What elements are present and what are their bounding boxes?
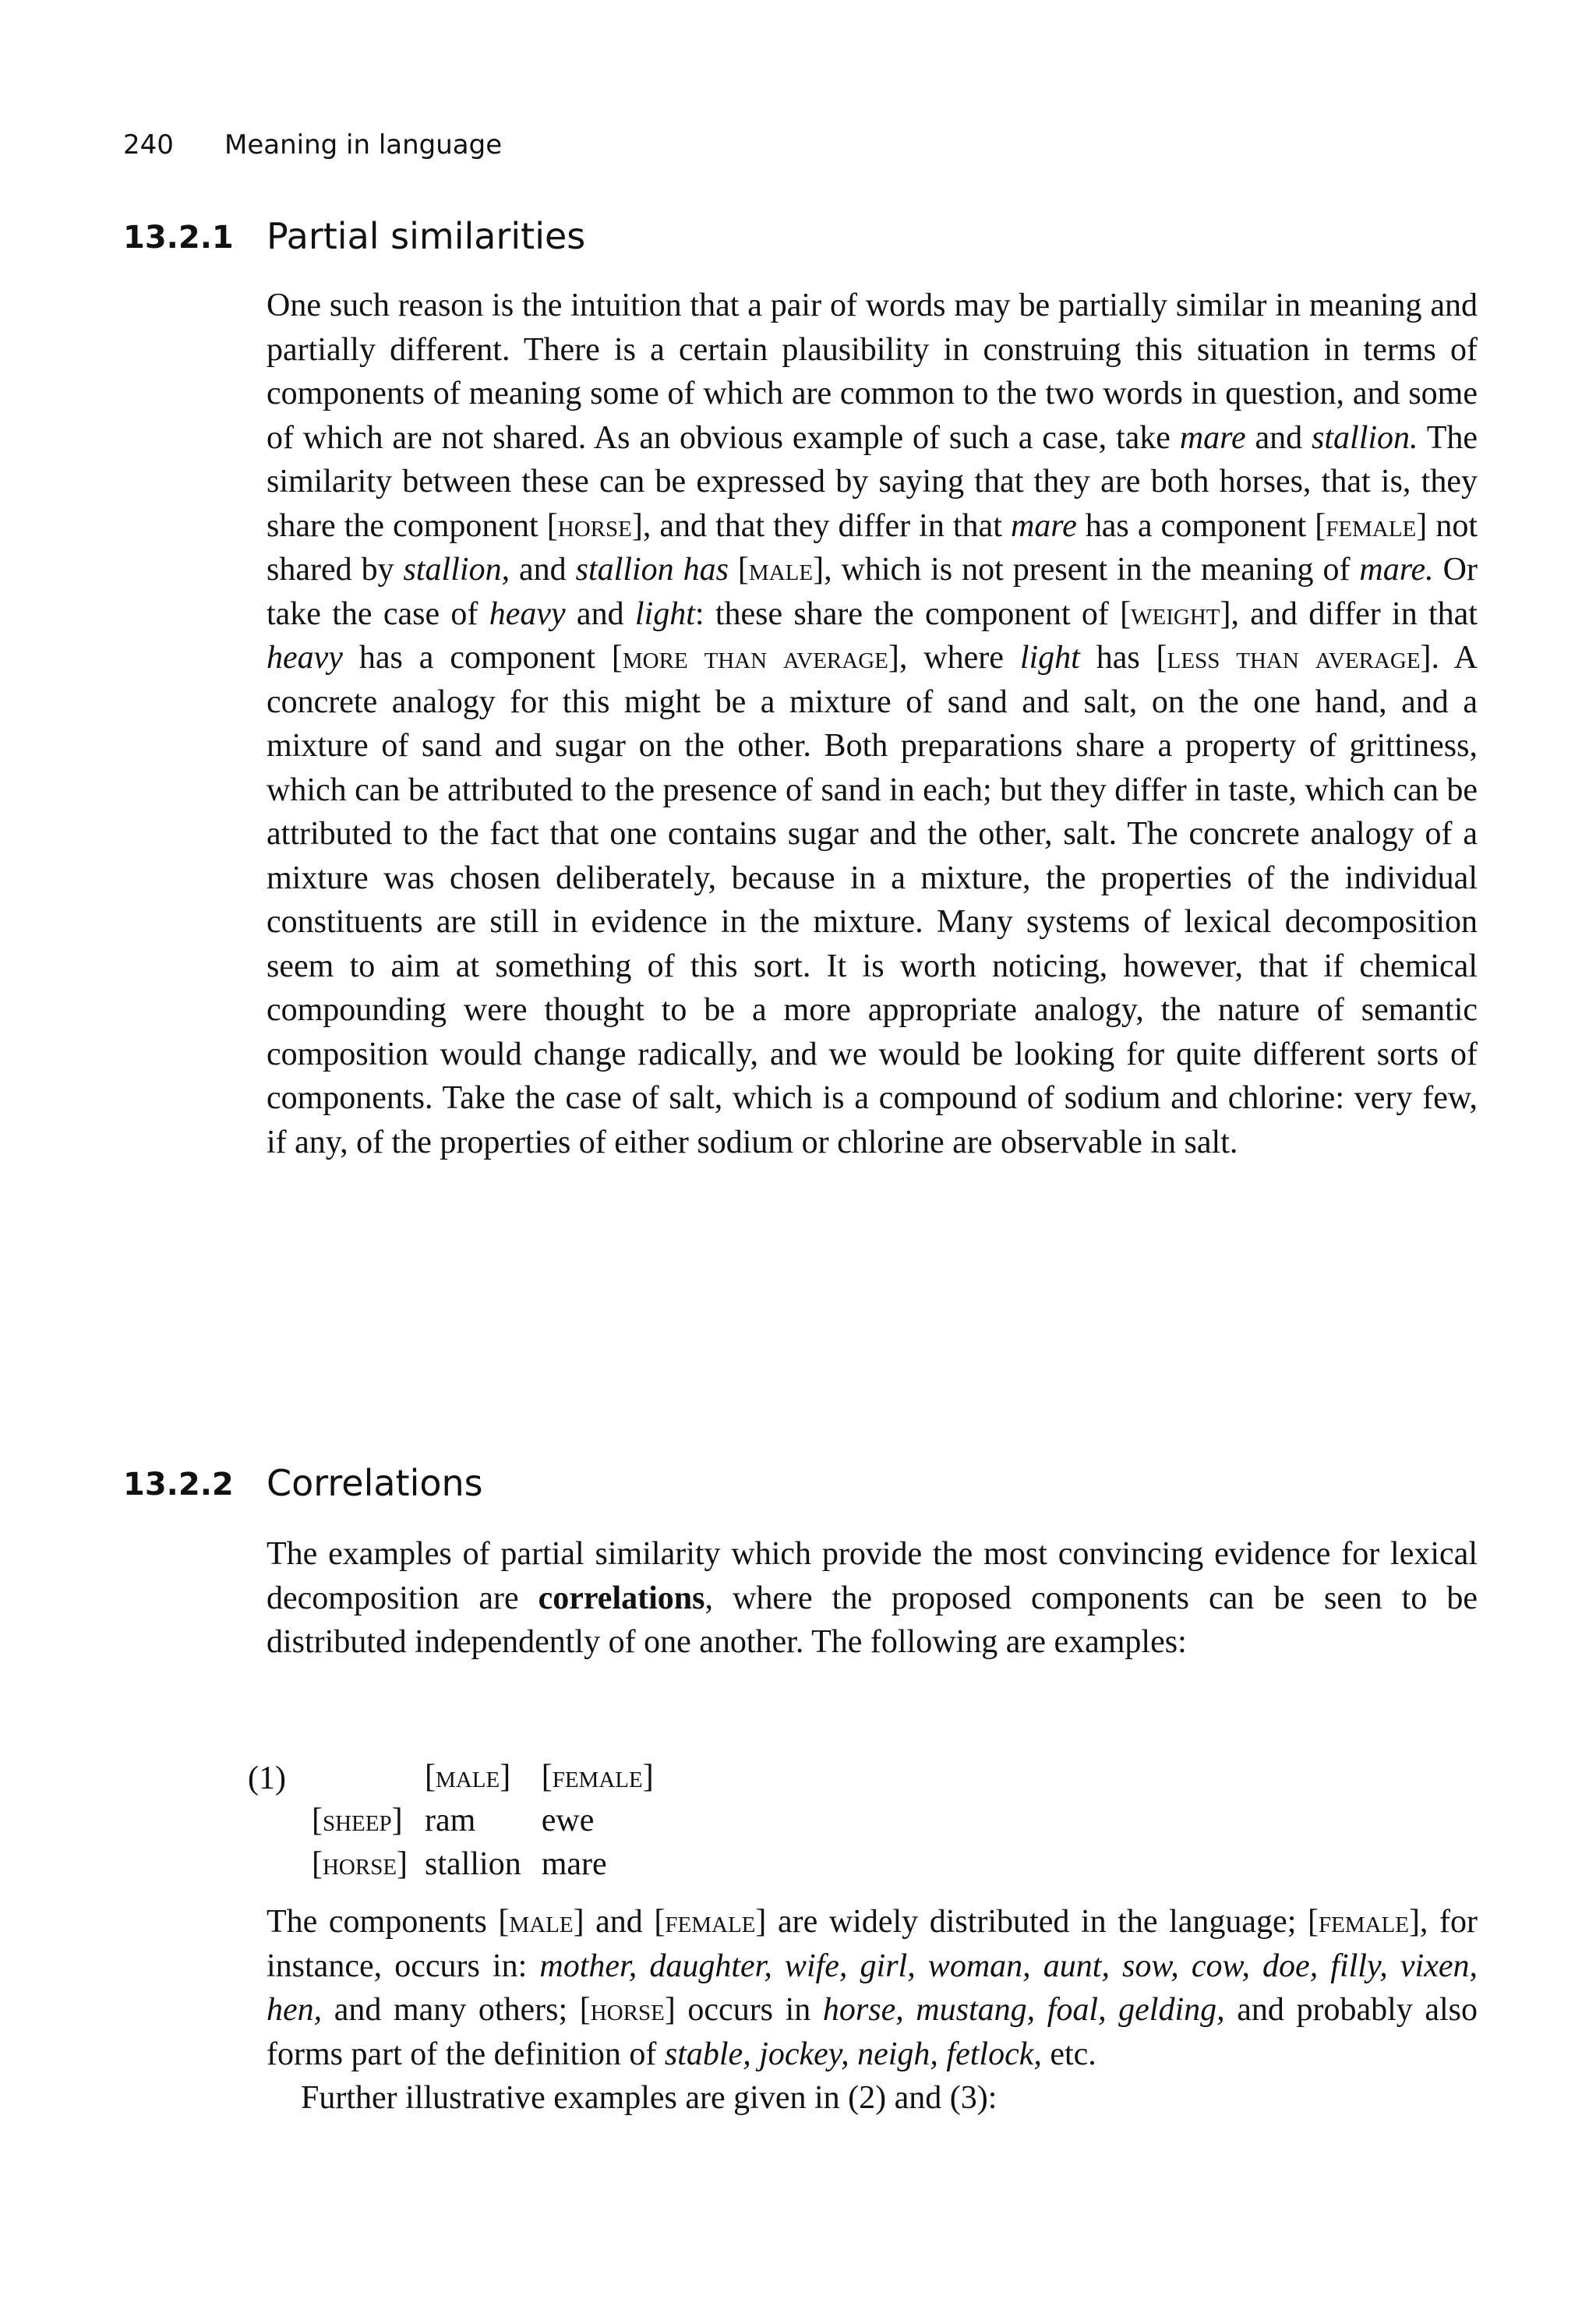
italic-term: mare	[1010, 507, 1077, 544]
small-caps-term: male	[748, 552, 814, 588]
example-row-head: [horse]	[312, 1846, 408, 1882]
small-caps-term: female	[665, 1904, 756, 1940]
italic-term: stable, jockey, neigh, fetlock,	[664, 2036, 1042, 2072]
example-column-male: [male]	[425, 1759, 511, 1795]
running-head	[123, 129, 502, 161]
section1-body	[267, 284, 1478, 1164]
italic-term: mother, daughter, wife, girl, woman, aunt, sow, cow, doe, filly, vixen, hen,	[267, 1948, 1478, 2028]
example-cell: mare	[541, 1846, 607, 1882]
bold-term: correlations	[538, 1580, 705, 1616]
section2-after-paragraph: The components [male] and [female] are widely distributed in the language; [female], for instance, occurs in: mother, daughter, wife, girl, woman, aunt, sow, cow, doe, filly, vixen, hen, and many others; [horse] occurs in horse, mustang, foal, gelding, and probably also forms part of the definition of stable, jockey, neigh, fetlock, etc.	[267, 1904, 1478, 2072]
italic-term: stallion.	[1312, 419, 1418, 456]
small-caps-term: horse	[590, 1992, 665, 2028]
small-caps-term: male	[509, 1904, 574, 1940]
small-caps-term: more than average	[622, 640, 888, 676]
small-caps-term: less than average	[1167, 640, 1421, 676]
example-row	[312, 1845, 674, 1889]
section-number-13-2-1: 13.2.1	[123, 220, 234, 256]
small-caps-term: female	[1326, 507, 1417, 544]
example-cell: ram	[425, 1803, 476, 1838]
section2-intro-paragraph: The examples of partial similarity which provide the most convincing evidence for lexical decomposition are correlations, where the proposed components can be seen to be distributed independently of one another. The following are examples:	[267, 1536, 1478, 1660]
section-number-13-2-2: 13.2.2	[123, 1467, 234, 1503]
italic-term: stallion,	[403, 552, 510, 588]
italic-term: stallion has	[575, 552, 729, 588]
example-cell: stallion	[425, 1846, 521, 1882]
example-table	[312, 1758, 674, 1889]
example-column-female: [female]	[541, 1759, 654, 1795]
section2-continuation	[267, 1900, 1478, 2121]
italic-term: mare.	[1359, 552, 1434, 588]
italic-term: heavy	[267, 640, 343, 676]
example-cell: ewe	[541, 1803, 595, 1838]
example-corner-cell	[312, 1758, 425, 1802]
small-caps-term: female	[1318, 1904, 1409, 1940]
example-header-row	[312, 1758, 674, 1802]
section2-intro	[267, 1532, 1478, 1665]
section2-final-line: Further illustrative examples are given in (2) and (3):	[301, 2080, 998, 2116]
italic-term: mare	[1179, 419, 1246, 456]
italic-term: light	[1019, 640, 1080, 676]
small-caps-term: horse	[557, 507, 632, 544]
running-title: Meaning in language	[224, 129, 503, 161]
example-row	[312, 1802, 674, 1845]
italic-term: light	[634, 595, 695, 632]
example-row-head: [sheep]	[312, 1803, 403, 1838]
section-title-correlations: Correlations	[267, 1462, 483, 1504]
page-number: 240	[123, 129, 174, 161]
example-number: (1)	[248, 1760, 286, 1796]
italic-term: heavy	[489, 595, 566, 632]
italic-term: horse, mustang, foal, gelding,	[822, 1992, 1225, 2028]
section1-paragraph: One such reason is the intuition that a pair of words may be partially similar in meaning and partially different. There is a certain plausibility in construing this situation in terms of components of meaning some of which are common to the two words in question, and some of which are not shared. As an obvious example of such a case, take mare and stallion. The similarity between these can be expressed by saying that they are both horses, that is, they share the component [horse], and that they differ in that mare has a component [female] not shared by stallion, and stallion has [male], which is not present in the meaning of mare. Or take the case of heavy and light: these share the component of [weight], and differ in that heavy has a component [more than average], where light has [less than average]. A concrete analogy for this might be a mixture of sand and salt, on the one hand, and a mixture of sand and sugar on the other. Both preparations share a property of grittiness, which can be attributed to the presence of sand in each; but they differ in taste, which can be attributed to the fact that one contains sugar and the other, salt. The concrete analogy of a mixture was chosen deliberately, because in a mixture, the properties of the individual constituents are still in evidence in the mixture. Many systems of lexical decomposition seem to aim at something of this sort. It is worth noticing, however, that if chemical compounding were thought to be a more appropriate analogy, the nature of semantic composition would change radically, and we would be looking for quite different sorts of components. Take the case of salt, which is a compound of sodium and chlorine: very few, if any, of the properties of either sodium or chlorine are observable in salt.	[267, 288, 1478, 1160]
small-caps-term: weight	[1131, 595, 1220, 632]
section-title-partial-similarities: Partial similarities	[267, 215, 586, 257]
